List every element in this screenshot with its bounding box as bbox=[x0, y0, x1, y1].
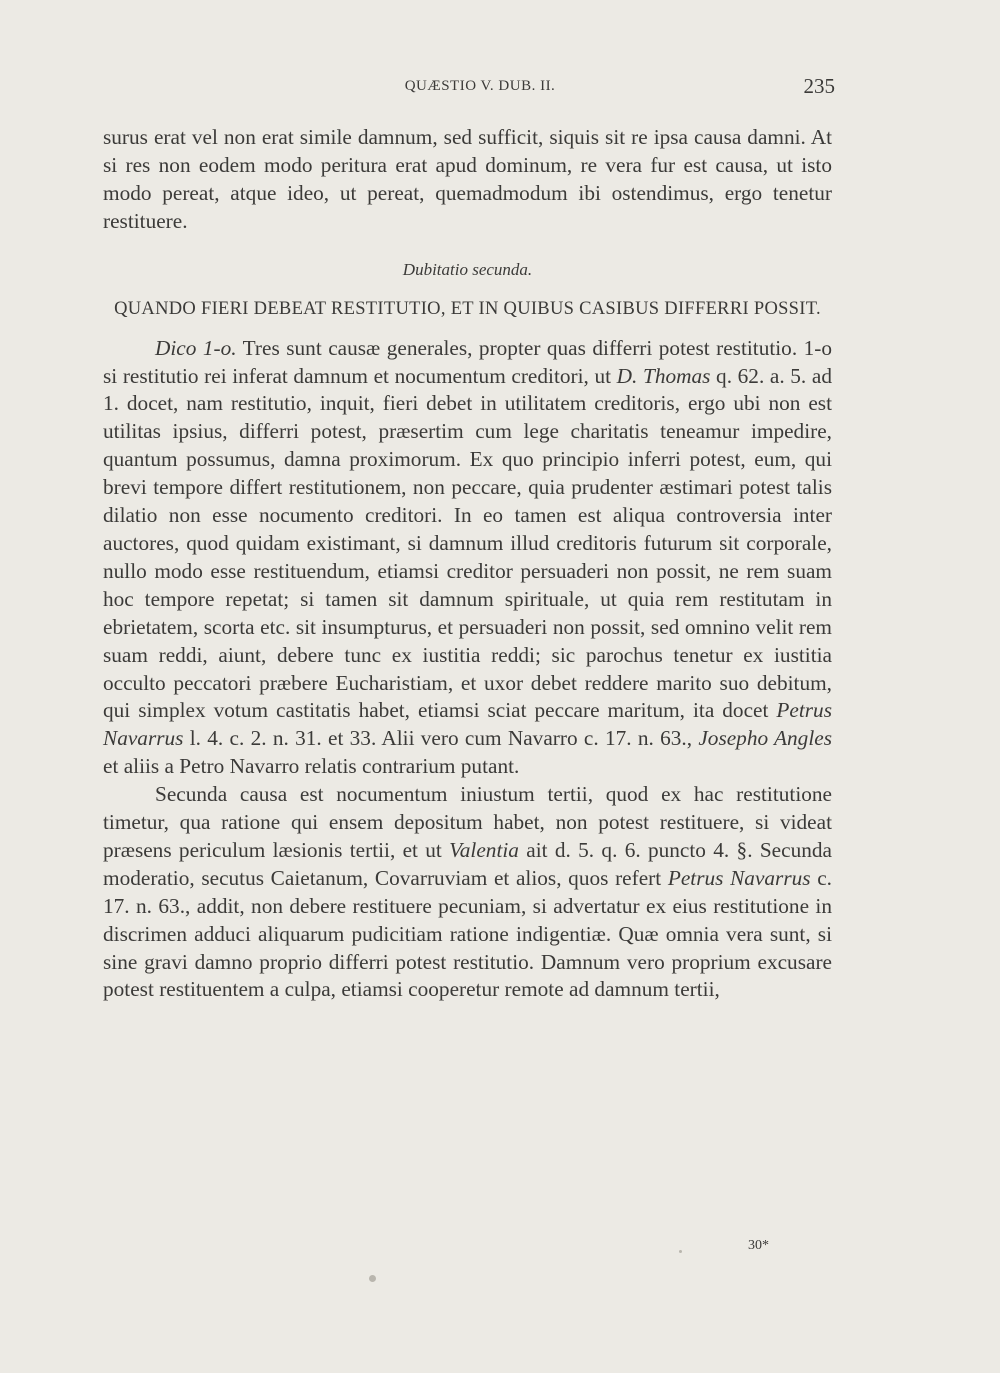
paragraph-secunda-causa bbox=[103, 781, 832, 1004]
paragraph-text: ait d. 5. q. 6. puncto 4. §. Secunda moderatio, secutus Caietanum, Covarruviam et alios, quos refert bbox=[103, 837, 832, 890]
paragraph-lead: Dico 1-o. bbox=[155, 335, 237, 360]
paper-spot bbox=[369, 1275, 376, 1282]
body-text bbox=[103, 124, 832, 1004]
paragraph-text: c. 17. n. 63., addit, non debere restituere pecuniam, si advertatur ex eius restitutione in discrimen adduci aliquarum pudicitiam ratione indigentiæ. Quæ omnia vera sunt, si sine gravi damno proprio differri potest restitutio. Damnum vero proprium excusare potest restituentem a culpa, etiamsi cooperetur remote ad damnum tertii, bbox=[103, 865, 832, 1002]
paragraph-text: Secunda causa est nocumentum iniustum tertii, quod ex hac restitutione timetur, qua ratione qui ensem depositum habet, non potest restituere, si videat præsens periculum læsionis tertii, et ut bbox=[103, 782, 832, 862]
paragraph-text: q. 62. a. 5. ad 1. docet, nam restitutio, inquit, fieri debet in utilitatem creditoris, ergo ubi non est utilitas ipsius, differri potest, præsertim cum lege charitatis teneamur impedire, quantum possumus, damna proximorum. Ex quo principio inferri potest, eum, qui brevi tempore differt restitutionem, non peccare, quia prudenter æstimari potest talis dilatio non esse nocumento creditori. In eo tamen est aliqua controversia inter auctores, quod quidam existimant, si damnum illud creditoris futurum sit corporale, nullo modo esse restituendum, etiamsi creditor persuaderi non possit, ne rem suam hoc tempore repetat; si tamen sit damnum spirituale, ut quia rem restitutam in ebrietatem, scorta etc. sit insumpturus, et persuaderi non possit, sed omnino velit rem suam reddi, aiunt, debere tunc ex iustitia reddi; sic parochus tenetur ex iustitia occulto peccatori præbere Eucharistiam, et uxor debet reddere marito suo debitum, qui simplex votum castitatis habet, etiamsi sciat peccare maritum, ita docet bbox=[103, 363, 832, 723]
section-subtitle: Dubitatio secunda. bbox=[402, 259, 533, 279]
author-reference: Petrus Navarrus bbox=[667, 865, 811, 890]
running-title: QUÆSTIO V. DUB. II. bbox=[404, 78, 556, 94]
paragraph-text: l. 4. c. 2. n. 31. et 33. Alii vero cum Navarro c. 17. n. 63., bbox=[183, 726, 699, 751]
author-reference: Valentia bbox=[449, 837, 519, 862]
paragraph-text: Tres sunt causæ generales, propter quas differri potest restitutio. 1-o si restitutio rei inferat damnum et nocumentum creditori, ut bbox=[103, 335, 833, 388]
section-heading: QUANDO FIERI DEBEAT RESTITUTIO, ET IN QUIBUS CASIBUS DIFFERRI POSSIT. bbox=[114, 298, 821, 319]
paragraph-text: et aliis a Petro Navarro relatis contrarium putant. bbox=[103, 754, 520, 779]
signature-mark: 30* bbox=[748, 1238, 769, 1253]
author-reference: Josepho Angles bbox=[698, 726, 832, 751]
author-reference: Petrus Navarrus bbox=[103, 698, 832, 751]
page-number: 235 bbox=[803, 74, 835, 98]
running-head bbox=[0, 74, 1000, 104]
author-reference: D. Thomas bbox=[616, 363, 711, 388]
paragraph-continuation: surus erat vel non erat simile damnum, sed sufficit, siquis sit re ipsa causa damni. At si res non eodem modo peritura erat apud dominum, re vera fur est causa, ut isto modo pereat, atque ideo, ut pereat, quemadmodum ibi ostendimus, ergo tenetur restituere. bbox=[103, 125, 832, 233]
paper-spot bbox=[679, 1250, 682, 1253]
paragraph-dico-primo bbox=[103, 335, 832, 782]
